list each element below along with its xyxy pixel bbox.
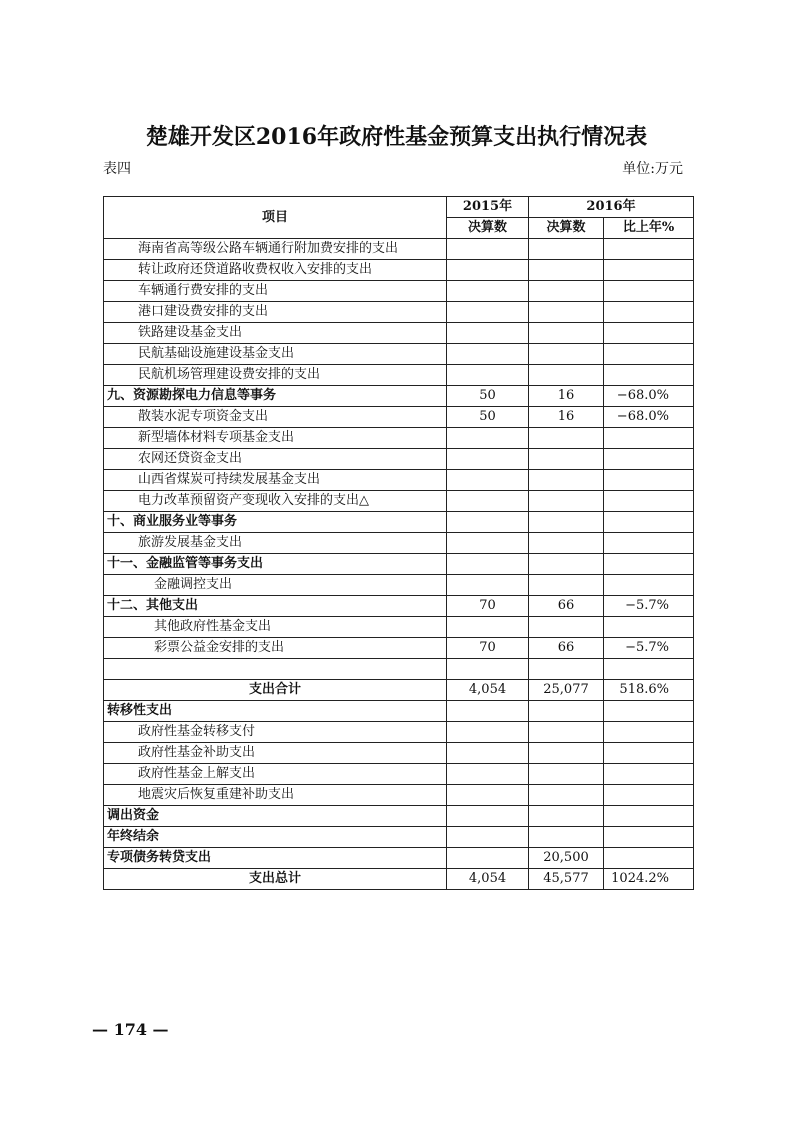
row-name: 电力改革预留资产变现收入安排的支出△: [104, 491, 447, 512]
row-change: 518.6%: [604, 680, 694, 701]
row-final-2015: [447, 281, 529, 302]
row-change: [604, 659, 694, 680]
table-row: [104, 722, 694, 743]
table-row: [104, 512, 694, 533]
row-final-2015: [447, 491, 529, 512]
table-row: [104, 806, 694, 827]
row-final-2016: [529, 785, 604, 806]
table-row: [104, 596, 694, 617]
row-final-2015: [447, 659, 529, 680]
table-row: [104, 533, 694, 554]
row-final-2016: [529, 701, 604, 722]
row-final-2016: 20,500: [529, 848, 604, 869]
table-row: [104, 680, 694, 701]
table-body: [104, 239, 694, 890]
row-final-2015: [447, 260, 529, 281]
row-final-2016: [529, 323, 604, 344]
table-row: [104, 386, 694, 407]
row-final-2016: [529, 365, 604, 386]
row-final-2015: [447, 302, 529, 323]
row-final-2016: [529, 512, 604, 533]
header-final-2016: 决算数: [529, 218, 604, 239]
row-name: 十二、其他支出: [104, 596, 447, 617]
page-number: — 174 —: [92, 1020, 169, 1039]
table-row: [104, 323, 694, 344]
row-final-2016: [529, 722, 604, 743]
row-change: [604, 743, 694, 764]
row-final-2016: [529, 659, 604, 680]
row-change: [604, 848, 694, 869]
table-row: [104, 302, 694, 323]
row-final-2015: [447, 806, 529, 827]
row-change: [604, 344, 694, 365]
table-row: [104, 659, 694, 680]
table-row: [104, 617, 694, 638]
table-row: [104, 701, 694, 722]
table-label: 表四: [103, 161, 131, 177]
row-final-2016: [529, 827, 604, 848]
row-final-2015: [447, 533, 529, 554]
table-row: [104, 365, 694, 386]
row-final-2016: [529, 260, 604, 281]
table-row: [104, 785, 694, 806]
row-change: −68.0%: [604, 407, 694, 428]
row-final-2016: 45,577: [529, 869, 604, 890]
table-row: [104, 491, 694, 512]
row-name: 支出总计: [104, 869, 447, 890]
row-change: [604, 260, 694, 281]
table-row: [104, 239, 694, 260]
row-name: 旅游发展基金支出: [104, 533, 447, 554]
row-name: 彩票公益金安排的支出: [104, 638, 447, 659]
row-change: [604, 449, 694, 470]
row-name: 民航机场管理建设费安排的支出: [104, 365, 447, 386]
row-final-2015: [447, 701, 529, 722]
row-change: −5.7%: [604, 596, 694, 617]
row-name: 十、商业服务业等事务: [104, 512, 447, 533]
row-name: 港口建设费安排的支出: [104, 302, 447, 323]
row-final-2016: [529, 806, 604, 827]
row-final-2015: [447, 323, 529, 344]
row-name: 民航基础设施建设基金支出: [104, 344, 447, 365]
row-change: [604, 533, 694, 554]
row-change: 1024.2%: [604, 869, 694, 890]
row-change: [604, 302, 694, 323]
row-change: [604, 722, 694, 743]
row-final-2015: [447, 827, 529, 848]
table-row: [104, 554, 694, 575]
table-row: [104, 743, 694, 764]
row-name: 政府性基金上解支出: [104, 764, 447, 785]
row-name: 年终结余: [104, 827, 447, 848]
row-name: 散装水泥专项资金支出: [104, 407, 447, 428]
row-change: [604, 575, 694, 596]
row-final-2015: 50: [447, 407, 529, 428]
row-final-2016: [529, 491, 604, 512]
row-change: [604, 323, 694, 344]
row-final-2015: [447, 344, 529, 365]
table-row: [104, 575, 694, 596]
row-final-2015: 4,054: [447, 680, 529, 701]
row-final-2016: 66: [529, 596, 604, 617]
row-final-2016: 16: [529, 407, 604, 428]
row-final-2016: [529, 575, 604, 596]
row-name: 农网还贷资金支出: [104, 449, 447, 470]
row-name: 政府性基金补助支出: [104, 743, 447, 764]
row-change: −68.0%: [604, 386, 694, 407]
row-final-2016: 16: [529, 386, 604, 407]
row-final-2015: [447, 764, 529, 785]
row-change: [604, 491, 694, 512]
row-name: 十一、金融监管等事务支出: [104, 554, 447, 575]
row-final-2016: [529, 428, 604, 449]
row-name: 车辆通行费安排的支出: [104, 281, 447, 302]
row-final-2015: [447, 617, 529, 638]
table-row: [104, 344, 694, 365]
budget-table: [103, 196, 694, 890]
row-change: [604, 281, 694, 302]
row-change: [604, 554, 694, 575]
row-final-2015: [447, 512, 529, 533]
row-change: [604, 470, 694, 491]
row-final-2015: [447, 785, 529, 806]
row-change: [604, 806, 694, 827]
table-row: [104, 470, 694, 491]
row-name: 支出合计: [104, 680, 447, 701]
table-row: [104, 848, 694, 869]
table-row: [104, 449, 694, 470]
row-name: 政府性基金转移支付: [104, 722, 447, 743]
row-final-2015: 4,054: [447, 869, 529, 890]
row-change: [604, 785, 694, 806]
row-final-2016: [529, 302, 604, 323]
row-change: [604, 701, 694, 722]
row-final-2015: 70: [447, 638, 529, 659]
row-name: 九、资源勘探电力信息等事务: [104, 386, 447, 407]
row-name: [104, 659, 447, 680]
row-final-2016: 25,077: [529, 680, 604, 701]
row-final-2015: [447, 365, 529, 386]
row-final-2016: [529, 617, 604, 638]
row-final-2015: [447, 239, 529, 260]
row-final-2015: [447, 428, 529, 449]
table-row: [104, 827, 694, 848]
row-name: 铁路建设基金支出: [104, 323, 447, 344]
row-final-2016: [529, 239, 604, 260]
table-row: [104, 764, 694, 785]
unit-label: 单位:万元: [622, 161, 683, 177]
row-name: 海南省高等级公路车辆通行附加费安排的支出: [104, 239, 447, 260]
table-row: [104, 281, 694, 302]
row-change: [604, 827, 694, 848]
page-title: 楚雄开发区2016年政府性基金预算支出执行情况表: [145, 124, 648, 150]
row-final-2016: [529, 449, 604, 470]
row-name: 调出资金: [104, 806, 447, 827]
header-change: 比上年%: [604, 218, 694, 239]
row-final-2015: [447, 470, 529, 491]
row-final-2015: 70: [447, 596, 529, 617]
row-change: [604, 428, 694, 449]
row-final-2016: [529, 533, 604, 554]
row-name: 地震灾后恢复重建补助支出: [104, 785, 447, 806]
row-final-2016: [529, 281, 604, 302]
row-change: [604, 617, 694, 638]
row-change: [604, 239, 694, 260]
table-row: [104, 428, 694, 449]
row-final-2016: [529, 470, 604, 491]
row-name: 山西省煤炭可持续发展基金支出: [104, 470, 447, 491]
row-name: 专项债务转贷支出: [104, 848, 447, 869]
row-final-2015: [447, 848, 529, 869]
row-change: [604, 512, 694, 533]
row-final-2016: 66: [529, 638, 604, 659]
row-final-2015: [447, 743, 529, 764]
table-row: [104, 869, 694, 890]
row-name: 新型墙体材料专项基金支出: [104, 428, 447, 449]
row-change: [604, 764, 694, 785]
row-name: 转移性支出: [104, 701, 447, 722]
row-change: [604, 365, 694, 386]
header-final-2015: 决算数: [447, 218, 529, 239]
header-item: 项目: [104, 197, 447, 239]
row-name: 其他政府性基金支出: [104, 617, 447, 638]
row-final-2015: [447, 575, 529, 596]
row-final-2015: 50: [447, 386, 529, 407]
row-name: 转让政府还贷道路收费权收入安排的支出: [104, 260, 447, 281]
table-row: [104, 407, 694, 428]
row-final-2015: [447, 722, 529, 743]
row-name: 金融调控支出: [104, 575, 447, 596]
row-final-2016: [529, 344, 604, 365]
row-final-2016: [529, 554, 604, 575]
header-year-2016: 2016年: [529, 197, 694, 218]
header-year-2015: 2015年: [447, 197, 529, 218]
row-final-2015: [447, 554, 529, 575]
row-change: −5.7%: [604, 638, 694, 659]
row-final-2016: [529, 743, 604, 764]
row-final-2016: [529, 764, 604, 785]
row-final-2015: [447, 449, 529, 470]
table-row: [104, 260, 694, 281]
table-row: [104, 638, 694, 659]
